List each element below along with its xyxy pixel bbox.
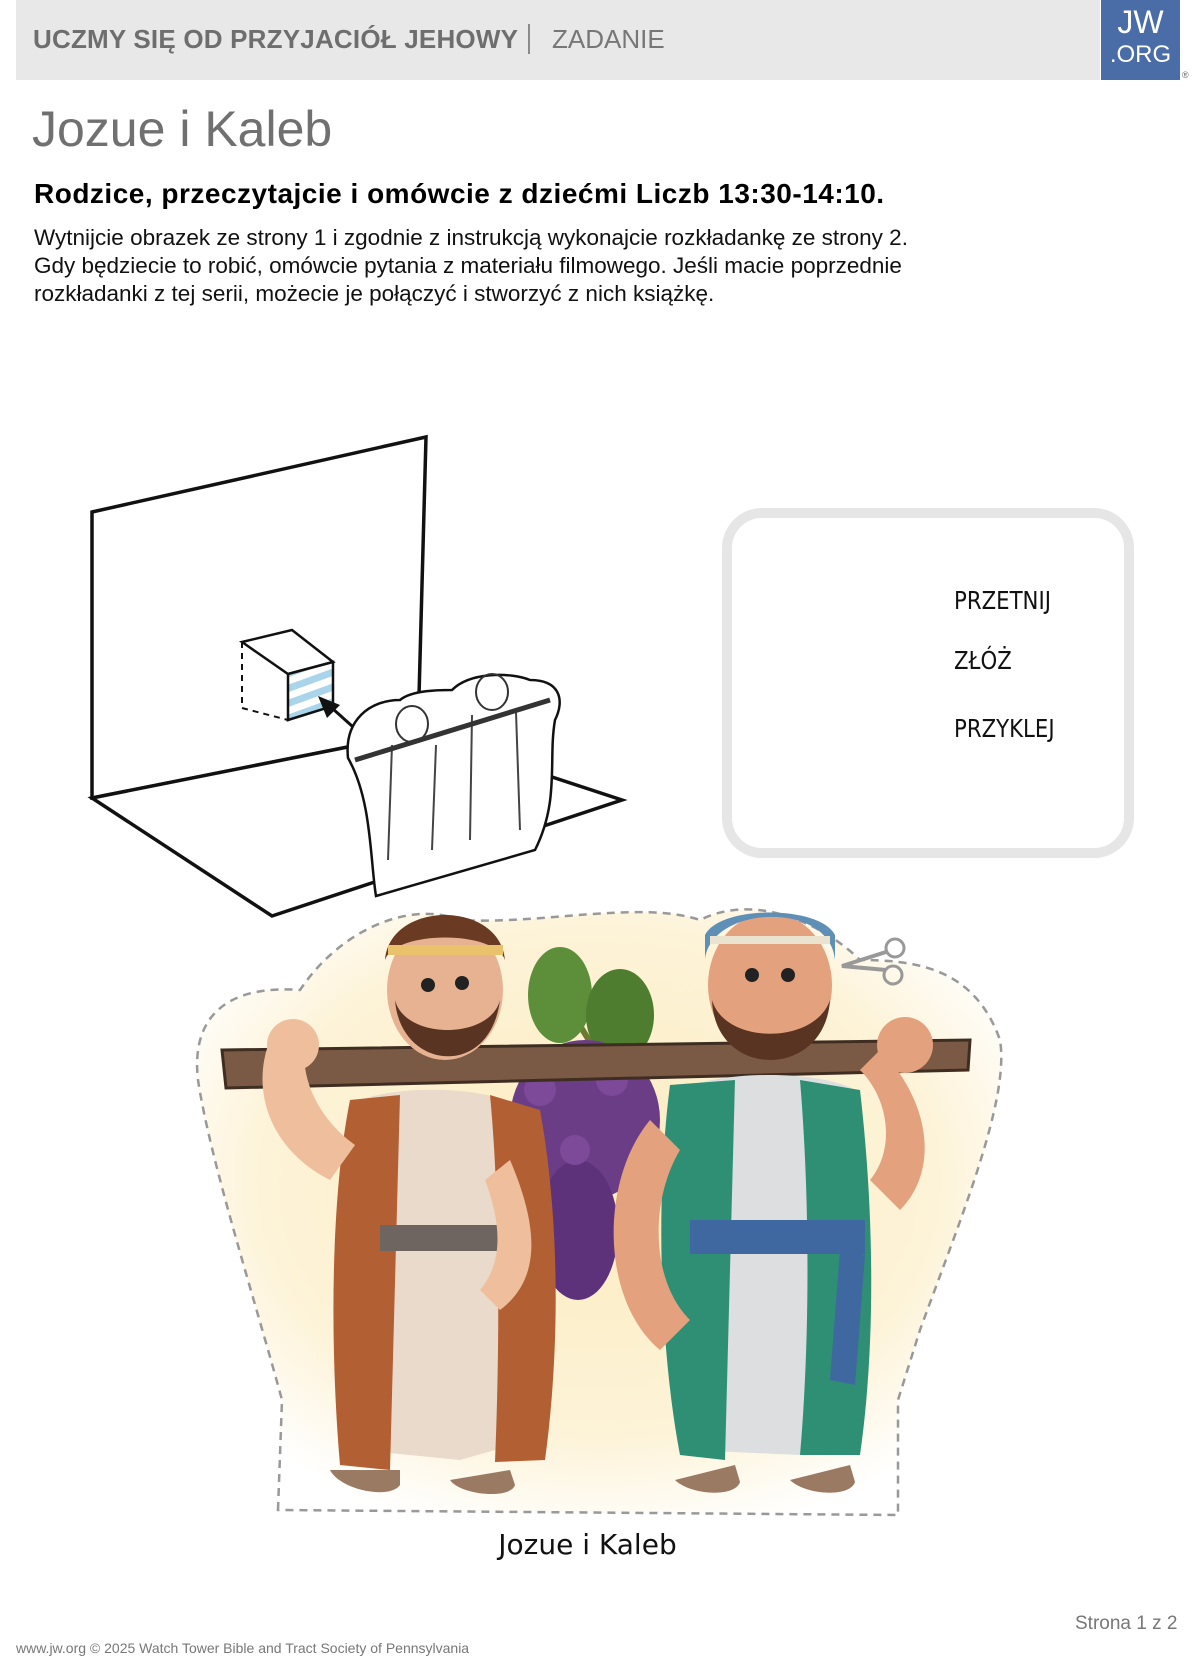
- legend-cut-label: PRZETNIJ: [954, 586, 1051, 615]
- legend-fold-label: ZŁÓŻ: [954, 646, 1012, 675]
- popup-fold-diagram: [92, 437, 622, 916]
- intro-line: Gdy będziecie to robić, omówcie pytania z materiału filmowego. Jeśli macie poprzednie: [34, 253, 902, 278]
- intro-heading: Rodzice, przeczytajcie i omówcie z dziećmi Liczb 13:30-14:10.: [34, 178, 885, 209]
- page-title: Jozue i Kaleb: [32, 101, 333, 157]
- intro-line: Wytnijcie obrazek ze strony 1 i zgodnie z instrukcją wykonajcie rozkładankę ze strony 2.: [34, 225, 908, 250]
- series-title: UCZMY SIĘ OD PRZYJACIÓŁ JEHOWY: [33, 24, 519, 54]
- logo-line-1: JW: [1117, 4, 1164, 40]
- page-number: Strona 1 z 2: [1075, 1613, 1178, 1634]
- intro-line: rozkładanki z tej serii, możecie je połączyć i stworzyć z nich książkę.: [34, 281, 715, 306]
- legend-glue-label: PRZYKLEJ: [954, 714, 1055, 743]
- jozue-kaleb-cutout: [197, 909, 1001, 1515]
- mini-cutout: [348, 674, 560, 896]
- document-type: ZADANIE: [552, 24, 665, 54]
- logo-line-2: .ORG: [1109, 41, 1172, 68]
- registered-mark: ®: [1182, 70, 1189, 80]
- legend-box: [722, 508, 1134, 858]
- copyright-notice[interactable]: www.jw.org © 2025 Watch Tower Bible and Tract Society of Pennsylvania: [16, 1640, 470, 1656]
- cutout-caption: Jozue i Kaleb: [498, 1528, 677, 1561]
